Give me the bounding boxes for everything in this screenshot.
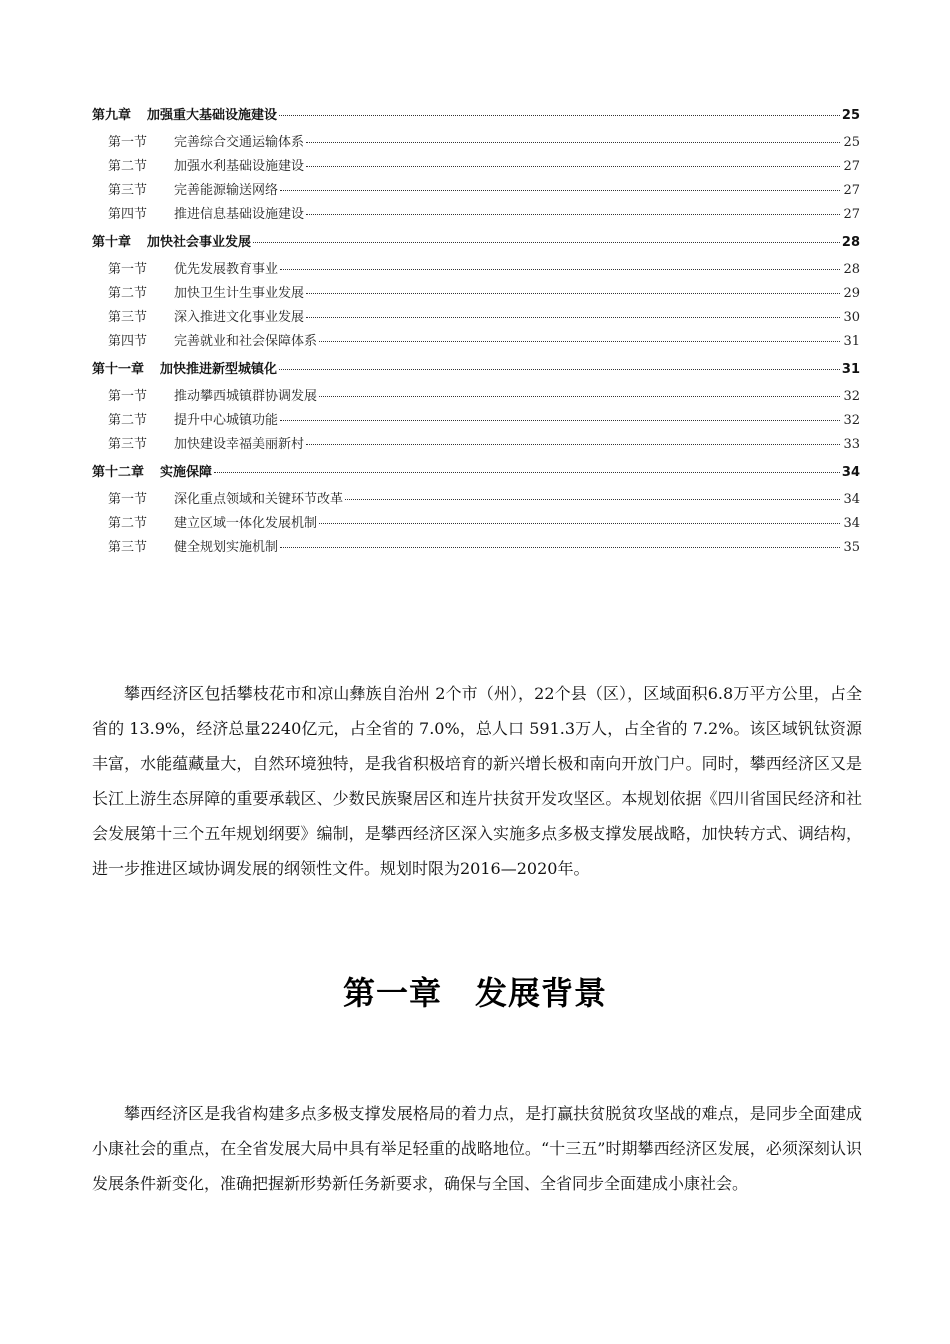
toc-leader-dots <box>280 547 840 548</box>
toc-page-number: 31 <box>841 362 860 377</box>
toc-title: 深入推进文化事业发展 <box>174 310 305 325</box>
toc-page-number: 34 <box>843 516 860 531</box>
toc-section[interactable] <box>92 512 860 536</box>
toc-page-number: 27 <box>843 183 860 198</box>
toc-number: 第十二章 <box>92 465 145 480</box>
toc-chapter[interactable] <box>92 104 860 131</box>
toc-section[interactable] <box>92 536 860 560</box>
toc-number: 第十章 <box>92 235 132 250</box>
toc-title: 推进信息基础设施建设 <box>174 207 305 222</box>
toc-section[interactable] <box>92 179 860 203</box>
toc-number: 第二节 <box>108 159 148 174</box>
toc-leader-dots <box>279 115 840 116</box>
toc-section[interactable] <box>92 330 860 354</box>
toc-leader-dots <box>280 420 840 421</box>
toc-chapter[interactable] <box>92 461 860 488</box>
chapter-heading: 第一章 发展背景 <box>342 974 607 1012</box>
toc-number: 第十一章 <box>92 362 145 377</box>
toc-number: 第一节 <box>108 135 148 150</box>
chapter-paragraph: 攀西经济区是我省构建多点多极支撑发展格局的着力点，是打赢扶贫脱贫攻坚战的难点，是同步全面建成小康社会的重点，在全省发展大局中具有举足轻重的战略地位。“十三五”时期攀西经济区发展，必须深刻认识发展条件新变化，准确把握新形势新任务新要求，确保与全国、全省同步全面建成小康社会。 <box>92 1104 862 1193</box>
toc-title: 实施保障 <box>160 465 213 480</box>
toc-chapter[interactable] <box>92 231 860 258</box>
toc-number: 第一节 <box>108 492 148 507</box>
toc-page-number: 33 <box>843 437 860 452</box>
toc-number: 第一节 <box>108 389 148 404</box>
toc-section[interactable] <box>92 203 860 227</box>
toc-leader-dots <box>306 142 840 143</box>
toc-section[interactable] <box>92 258 860 282</box>
toc-page-number: 35 <box>843 540 860 555</box>
toc-leader-dots <box>319 396 840 397</box>
toc-section[interactable] <box>92 488 860 512</box>
toc-page-number: 25 <box>843 135 860 150</box>
toc-section[interactable] <box>92 433 860 457</box>
toc-number: 第二节 <box>108 286 148 301</box>
toc-page-number: 31 <box>843 334 860 349</box>
toc-page-number: 32 <box>843 413 860 428</box>
toc-section[interactable] <box>92 385 860 409</box>
toc-title: 加快建设幸福美丽新村 <box>174 437 305 452</box>
toc-number: 第三节 <box>108 540 148 555</box>
toc-leader-dots <box>306 444 840 445</box>
toc-title: 加强水利基础设施建设 <box>174 159 305 174</box>
toc-section[interactable] <box>92 155 860 179</box>
toc-number: 第二节 <box>108 516 148 531</box>
toc-leader-dots <box>306 214 840 215</box>
toc-title: 推动攀西城镇群协调发展 <box>174 389 318 404</box>
toc-leader-dots <box>319 523 840 524</box>
toc-title: 提升中心城镇功能 <box>174 413 279 428</box>
toc-page-number: 34 <box>843 492 860 507</box>
toc-section[interactable] <box>92 131 860 155</box>
toc-number: 第二节 <box>108 413 148 428</box>
toc-leader-dots <box>306 293 840 294</box>
intro-paragraph: 攀西经济区包括攀枝花市和凉山彝族自治州 2个市（州），22个县（区），区域面积6.8万平方公里，占全省的 13.9%，经济总量2240亿元，占全省的 7.0%，总人口 591.3万人，占全省的 7.2%。该区域钒钛资源丰富，水能蕴藏量大，自然环境独特，是我省积极培育的新兴增长极和南向开放门户。同时，攀西经济区又是长江上游生态屏障的重要承载区、少数民族聚居区和连片扶贫开发攻坚区。本规划依据《四川省国民经济和社会发展第十三个五年规划纲要》编制，是攀西经济区深入实施多点多极支撑发展战略，加快转方式、调结构，进一步推进区域协调发展的纲领性文件。规划时限为2016—2020年。 <box>92 684 862 878</box>
toc-leader-dots <box>280 269 840 270</box>
toc-title: 加快推进新型城镇化 <box>160 362 278 377</box>
toc-title: 加快卫生计生事业发展 <box>174 286 305 301</box>
toc-chapter[interactable] <box>92 358 860 385</box>
toc-leader-dots <box>306 317 840 318</box>
toc-title: 健全规划实施机制 <box>174 540 279 555</box>
toc-number: 第一节 <box>108 262 148 277</box>
toc-section[interactable] <box>92 282 860 306</box>
toc-number: 第四节 <box>108 207 148 222</box>
toc-title: 加强重大基础设施建设 <box>147 108 278 123</box>
toc-leader-dots <box>319 341 840 342</box>
toc-title: 完善就业和社会保障体系 <box>174 334 318 349</box>
toc-page-number: 34 <box>841 465 860 480</box>
toc-number: 第三节 <box>108 437 148 452</box>
toc-title: 完善综合交通运输体系 <box>174 135 305 150</box>
toc-title: 加快社会事业发展 <box>147 235 252 250</box>
toc-section[interactable] <box>92 409 860 433</box>
toc-leader-dots <box>280 190 840 191</box>
toc-leader-dots <box>279 369 840 370</box>
toc-page-number: 28 <box>843 262 860 277</box>
toc-section[interactable] <box>92 306 860 330</box>
toc-page-number: 30 <box>843 310 860 325</box>
toc-number: 第三节 <box>108 183 148 198</box>
toc-title: 建立区域一体化发展机制 <box>174 516 318 531</box>
toc-title: 完善能源输送网络 <box>174 183 279 198</box>
toc-number: 第三节 <box>108 310 148 325</box>
toc-page-number: 27 <box>843 159 860 174</box>
toc-number: 第九章 <box>92 108 132 123</box>
toc-page-number: 32 <box>843 389 860 404</box>
toc-page-number: 27 <box>843 207 860 222</box>
toc-page-number: 28 <box>841 235 860 250</box>
table-of-contents <box>92 104 860 560</box>
toc-leader-dots <box>306 166 840 167</box>
toc-page-number: 29 <box>843 286 860 301</box>
toc-page-number: 25 <box>841 108 860 123</box>
toc-leader-dots <box>214 472 840 473</box>
toc-title: 深化重点领域和关键环节改革 <box>174 492 344 507</box>
toc-title: 优先发展教育事业 <box>174 262 279 277</box>
toc-leader-dots <box>345 499 840 500</box>
toc-number: 第四节 <box>108 334 148 349</box>
toc-leader-dots <box>253 242 840 243</box>
